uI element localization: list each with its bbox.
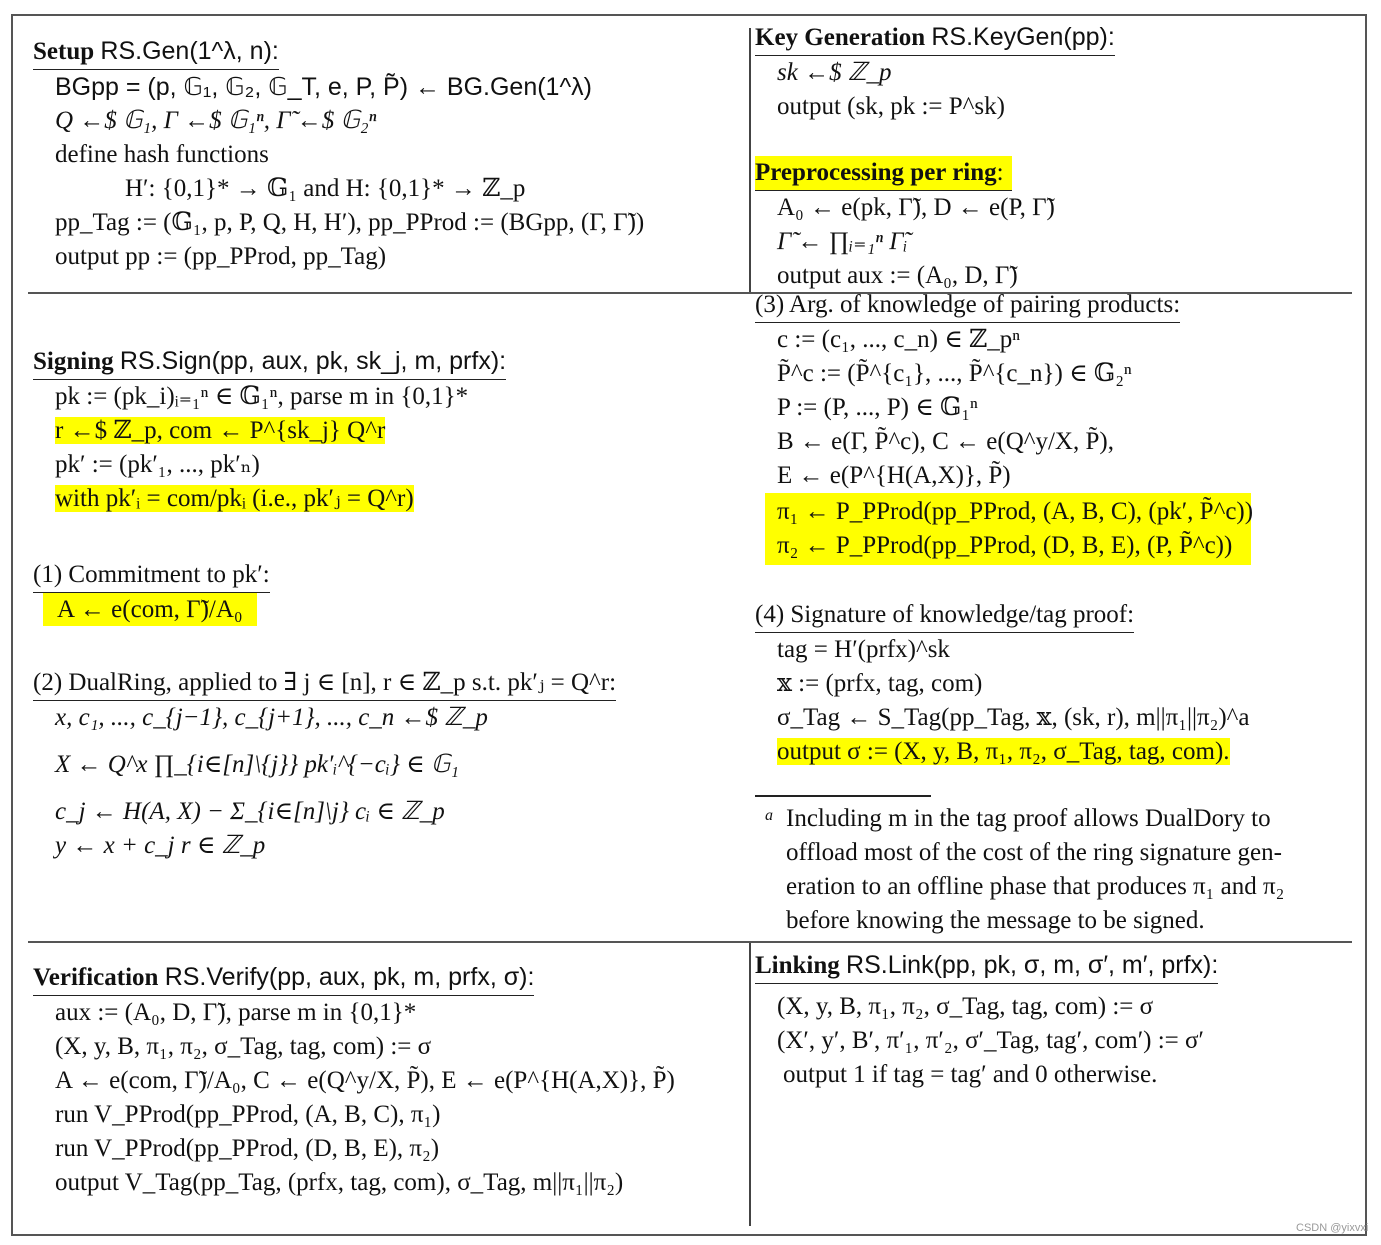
verification-line: aux := (A₀, D, Γ̃), parse m in {0,1}* xyxy=(55,999,417,1026)
setup-line: BGpp = (p, 𝔾₁, 𝔾₂, 𝔾_T, e, P, P̃) ← BG.Gen(1^λ) xyxy=(55,73,593,101)
step3-line: B ← e(Γ, P̃^c), C ← e(Q^y/X, P̃), xyxy=(777,428,1114,455)
preprocessing-line: Γ̃ ← ∏ᵢ₌₁ⁿ Γ̃ᵢ xyxy=(777,228,908,255)
linking-title-bold: Linking xyxy=(755,952,840,979)
step3-pi1-line: π₁ ← P_PProd(pp_PProd, (A, B, C), (pk′, P̃^c)) xyxy=(777,498,1254,525)
signing-title-signature: RS.Sign(pp, aux, pk, sk_j, m, prfx): xyxy=(119,347,507,375)
keygen-header xyxy=(755,20,1115,56)
setup-line: output pp := (pp_PProd, pp_Tag) xyxy=(55,243,387,270)
preprocessing-line: output aux := (A₀, D, Γ̃) xyxy=(777,262,1018,289)
column-divider-top xyxy=(749,28,751,292)
signing-block xyxy=(33,344,506,516)
step4-header: (4) Signature of knowledge/tag proof: xyxy=(755,598,1134,633)
step4-output-highlight: output σ := (X, y, B, π₁, π₂, σ_Tag, tag, com). xyxy=(777,738,1230,765)
step1-block xyxy=(33,558,270,627)
footnote-line: offload most of the cost of the ring signature gen- xyxy=(786,839,1282,866)
step2-line: c_j ← H(A, X) − Σ_{i∈[n]\j} cᵢ ∈ ℤ_p xyxy=(55,798,445,825)
step4-line: σ_Tag ← S_Tag(pp_Tag, 𝕩, (sk, r), m||π₁||π₂)^a xyxy=(777,704,1250,731)
keygen-title-bold: Key Generation xyxy=(755,24,926,51)
verification-title-signature: RS.Verify(pp, aux, pk, m, prfx, σ): xyxy=(164,963,535,991)
step4-line: tag = H′(prfx)^sk xyxy=(777,636,950,663)
keygen-line: sk ←$ ℤ_p xyxy=(777,59,892,86)
step2-line: X ← Q^x ∏_{i∈[n]\{j}} pk′ᵢ^{−cᵢ} ∈ 𝔾₁ xyxy=(55,751,459,778)
keygen-title-signature: RS.KeyGen(pp): xyxy=(931,23,1115,51)
signing-commitment-highlight: r ←$ ℤ_p, com ← P^{sk_j} Q^r xyxy=(55,417,386,444)
setup-line: Q ←$ 𝔾₁, Γ ←$ 𝔾₁ⁿ, Γ̃ ←$ 𝔾₂ⁿ xyxy=(55,107,377,134)
verification-header xyxy=(33,960,534,996)
verification-line: output V_Tag(pp_Tag, (prfx, tag, com), σ_Tag, m||π₁||π₂) xyxy=(55,1169,624,1196)
step3-line: c := (c₁, ..., c_n) ∈ ℤ_pⁿ xyxy=(777,326,1021,353)
step3-pi2-line: π₂ ← P_PProd(pp_PProd, (D, B, E), (P, P̃^c)) xyxy=(777,532,1233,559)
step1-highlight: A ← e(com, Γ̃)/A₀ xyxy=(43,593,257,626)
verification-line: run V_PProd(pp_PProd, (D, B, E), π₂) xyxy=(55,1135,440,1162)
signing-line xyxy=(33,414,506,448)
verification-block xyxy=(33,960,675,1200)
step4-line: 𝕩 := (prfx, tag, com) xyxy=(777,670,983,697)
setup-title-bold: Setup xyxy=(33,38,95,65)
verification-line: A ← e(com, Γ̃)/A₀, C ← e(Q^y/X, P̃), E ← e(P^{H(A,X)}, P̃) xyxy=(55,1067,675,1094)
step3-line: E ← e(P^{H(A,X)}, P̃) xyxy=(777,462,1011,489)
preprocessing-title-bold: Preprocessing per ring xyxy=(755,159,997,186)
linking-title-signature: RS.Link(pp, pk, σ, m, σ′, m′, prfx): xyxy=(846,951,1219,979)
signing-title-bold: Signing xyxy=(33,348,114,375)
watermark: CSDN @yixvxi xyxy=(1296,1222,1369,1234)
linking-header xyxy=(755,948,1218,984)
linking-line: output 1 if tag = tag′ and 0 otherwise. xyxy=(783,1061,1158,1088)
step2-block xyxy=(33,666,616,863)
step1-line xyxy=(33,593,270,627)
footnote-line: eration to an offline phase that produces π₁ and π₂ xyxy=(786,873,1285,900)
keygen-line: output (sk, pk := P^sk) xyxy=(777,93,1005,120)
preprocessing-title-colon: : xyxy=(996,159,1004,186)
step3-header: (3) Arg. of knowledge of pairing products: xyxy=(755,288,1180,323)
column-divider-bottom xyxy=(749,942,751,1226)
linking-line: (X′, y′, B′, π′₁, π′₂, σ′_Tag, tag′, com′) := σ′ xyxy=(777,1027,1204,1054)
preprocessing-block xyxy=(755,156,1055,293)
step2-header: (2) DualRing, applied to ∃ j ∈ [n], r ∈ ℤ_p s.t. pk′ⱼ = Q^r: xyxy=(33,666,616,701)
footnote: a Including m in the tag proof allows DualDory to offload most of the cost of the ring signature gen- eration to an offline phase that produces π₁ and π₂ before knowing the message to be signed. xyxy=(765,802,1355,938)
step3-line: P := (P, ..., P) ∈ 𝔾₁ⁿ xyxy=(777,394,978,421)
setup-title-signature: RS.Gen(1^λ, n): xyxy=(100,37,279,65)
setup-line: define hash functions xyxy=(55,141,269,168)
footnote-line: Including m in the tag proof allows DualDory to xyxy=(786,805,1271,832)
setup-line: H′: {0,1}* → 𝔾₁ and H: {0,1}* → ℤ_p xyxy=(125,175,526,202)
step3-proofs-highlight xyxy=(765,493,1254,565)
step2-line: y ← x + c_j r ∈ ℤ_p xyxy=(55,832,266,859)
preprocessing-line: A₀ ← e(pk, Γ̃), D ← e(P, Γ̃) xyxy=(777,194,1055,221)
setup-header xyxy=(33,34,279,70)
step2-line: x, c₁, ..., c_{j−1}, c_{j+1}, ..., c_n ←$ ℤ_p xyxy=(55,704,488,731)
row-divider-2 xyxy=(28,941,1352,943)
linking-line: (X, y, B, π₁, π₂, σ_Tag, tag, com) := σ xyxy=(777,993,1154,1020)
setup-block xyxy=(33,34,644,274)
step3-block xyxy=(755,288,1254,565)
step3-line: P̃^c := (P̃^{c₁}, ..., P̃^{c_n}) ∈ 𝔾₂ⁿ xyxy=(777,360,1132,387)
footnote-rule xyxy=(755,795,931,797)
signing-header xyxy=(33,344,506,380)
keygen-block xyxy=(755,20,1115,124)
step1-header: (1) Commitment to pk′: xyxy=(33,558,270,593)
signing-pk-prime-highlight: with pk′ᵢ = com/pkᵢ (i.e., pk′ⱼ = Q^r) xyxy=(55,485,414,512)
setup-line: pp_Tag := (𝔾₁, p, P, Q, H, H′), pp_PProd := (BGpp, (Γ, Γ̃)) xyxy=(55,209,645,236)
verification-title-bold: Verification xyxy=(33,964,159,991)
step4-block xyxy=(755,598,1249,769)
signing-line: pk′ := (pk′₁, ..., pk′ₙ) xyxy=(55,451,260,478)
preprocessing-header xyxy=(755,156,1012,191)
signing-line xyxy=(33,482,506,516)
step4-line xyxy=(755,735,1249,769)
verification-line: run V_PProd(pp_PProd, (A, B, C), π₁) xyxy=(55,1101,441,1128)
signing-line: pk := (pk_i)ᵢ₌₁ⁿ ∈ 𝔾₁ⁿ, parse m in {0,1}* xyxy=(55,383,469,410)
linking-block xyxy=(755,948,1218,1092)
footnote-line: before knowing the message to be signed. xyxy=(786,907,1205,934)
verification-line: (X, y, B, π₁, π₂, σ_Tag, tag, com) := σ xyxy=(55,1033,432,1060)
